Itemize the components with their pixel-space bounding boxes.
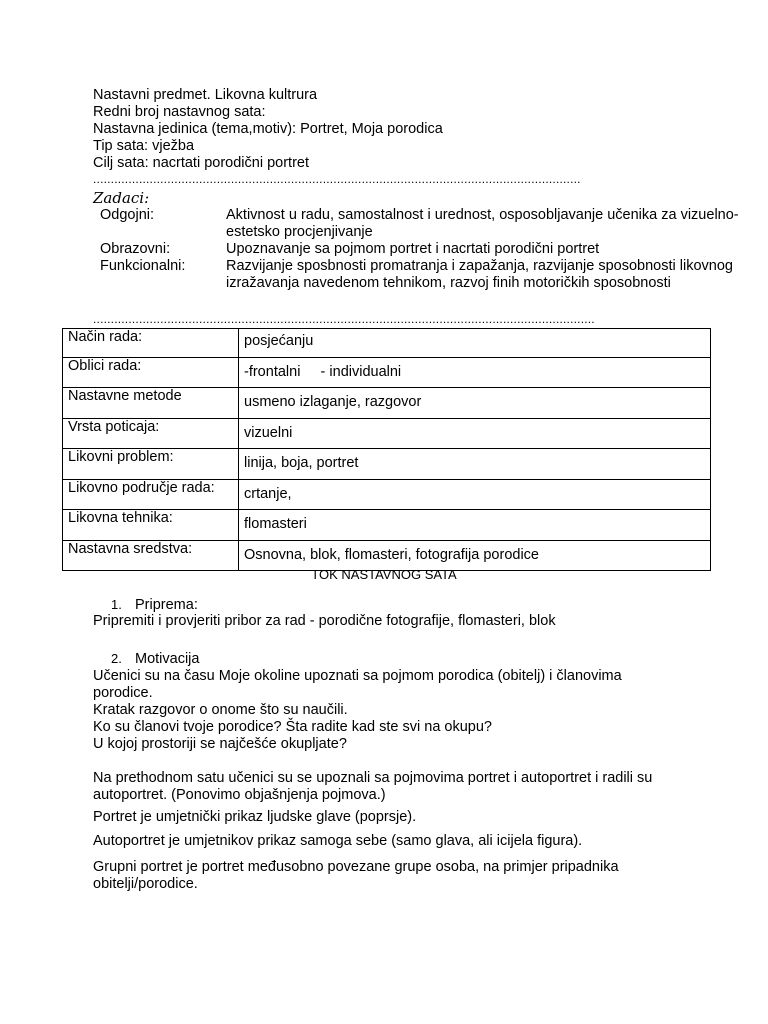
paragraph: Učenici su na času Moje okoline upoznati sa pojmom porodica (obitelj) i članovima porodice. bbox=[93, 668, 622, 701]
lesson-info-table bbox=[62, 328, 711, 571]
table-row bbox=[63, 329, 711, 358]
section-title: TOK NASTAVNOG SATA bbox=[311, 567, 457, 582]
row-key: Likovna tehnika: bbox=[63, 510, 239, 541]
row-key: Način rada: bbox=[63, 329, 239, 358]
lesson-type-line: Tip sata: vježba bbox=[93, 138, 195, 154]
table-row bbox=[63, 479, 711, 510]
dotted-separator: .......................................................................................................................................... bbox=[93, 172, 581, 186]
paragraph: Na prethodnom satu učenici su se upoznali sa pojmovima portret i autoportret i radili su autoportret. (Ponovimo objašnjenja pojmova.) bbox=[93, 770, 653, 803]
step-heading-motivacija bbox=[111, 650, 199, 668]
row-value: usmeno izlaganje, razgovor bbox=[239, 388, 711, 419]
row-key: Nastavna sredstva: bbox=[63, 540, 239, 571]
step-heading-priprema bbox=[111, 596, 198, 614]
paragraph: Pripremiti i provjeriti pribor za rad - porodične fotografije, flomasteri, blok bbox=[93, 613, 556, 629]
step-number: 2. bbox=[111, 651, 122, 666]
step-title: Priprema: bbox=[135, 597, 198, 613]
dotted-separator: .............................................................................................................................................. bbox=[93, 312, 595, 326]
table-row bbox=[63, 357, 711, 388]
lesson-goal-line: Cilj sata: nacrtati porodični portret bbox=[93, 155, 309, 171]
tasks-heading: Zadaci: bbox=[93, 189, 150, 207]
row-key: Nastavne metode bbox=[63, 388, 239, 419]
row-value: Osnovna, blok, flomasteri, fotografija porodice bbox=[239, 540, 711, 571]
step-title: Motivacija bbox=[135, 651, 200, 667]
table-row bbox=[63, 388, 711, 419]
row-key: Likovni problem: bbox=[63, 449, 239, 480]
row-value: posjećanju bbox=[239, 329, 711, 358]
row-value: crtanje, bbox=[239, 479, 711, 510]
table-row bbox=[63, 418, 711, 449]
paragraph: Ko su članovi tvoje porodice? Šta radite kad ste svi na okupu? bbox=[93, 719, 492, 735]
row-value: vizuelni bbox=[239, 418, 711, 449]
step-number: 1. bbox=[111, 597, 122, 612]
task-text: Aktivnost u radu, samostalnost i urednost, osposobljavanje učenika za vizuelno-estetsko procjenjivanje bbox=[226, 207, 739, 240]
task-label: Odgojni: bbox=[100, 207, 155, 223]
lesson-number-line: Redni broj nastavnog sata: bbox=[93, 104, 266, 120]
table-row bbox=[63, 449, 711, 480]
row-key: Vrsta poticaja: bbox=[63, 418, 239, 449]
row-value: flomasteri bbox=[239, 510, 711, 541]
lesson-unit-line: Nastavna jedinica (tema,motiv): Portret, Moja porodica bbox=[93, 121, 443, 137]
row-value: -frontalni - individualni bbox=[239, 357, 711, 388]
lesson-header bbox=[93, 87, 693, 172]
subject-line: Nastavni predmet. Likovna kultrura bbox=[93, 87, 318, 103]
paragraph: U kojoj prostoriji se najčešće okupljate? bbox=[93, 736, 347, 752]
task-label: Funkcionalni: bbox=[100, 258, 186, 274]
paragraph: Kratak razgovor o onome što su naučili. bbox=[93, 702, 348, 718]
paragraph: Autoportret je umjetnikov prikaz samoga sebe (samo glava, ali icijela figura). bbox=[93, 833, 583, 849]
task-text: Upoznavanje sa pojmom portret i nacrtati porodični portret bbox=[226, 241, 600, 257]
row-key: Likovno područje rada: bbox=[63, 479, 239, 510]
row-key: Oblici rada: bbox=[63, 357, 239, 388]
table-row bbox=[63, 510, 711, 541]
task-text: Razvijanje sposbnosti promatranja i zapažanja, razvijanje sposobnosti likovnog izražavanja navedenom tehnikom, razvoj finih motoričkih sposobnosti bbox=[226, 258, 733, 291]
task-label: Obrazovni: bbox=[100, 241, 171, 257]
row-value: linija, boja, portret bbox=[239, 449, 711, 480]
paragraph: Grupni portret je portret međusobno povezane grupe osoba, na primjer pripadnika obitelji/porodice. bbox=[93, 859, 619, 892]
paragraph: Portret je umjetnički prikaz ljudske glave (poprsje). bbox=[93, 809, 417, 825]
